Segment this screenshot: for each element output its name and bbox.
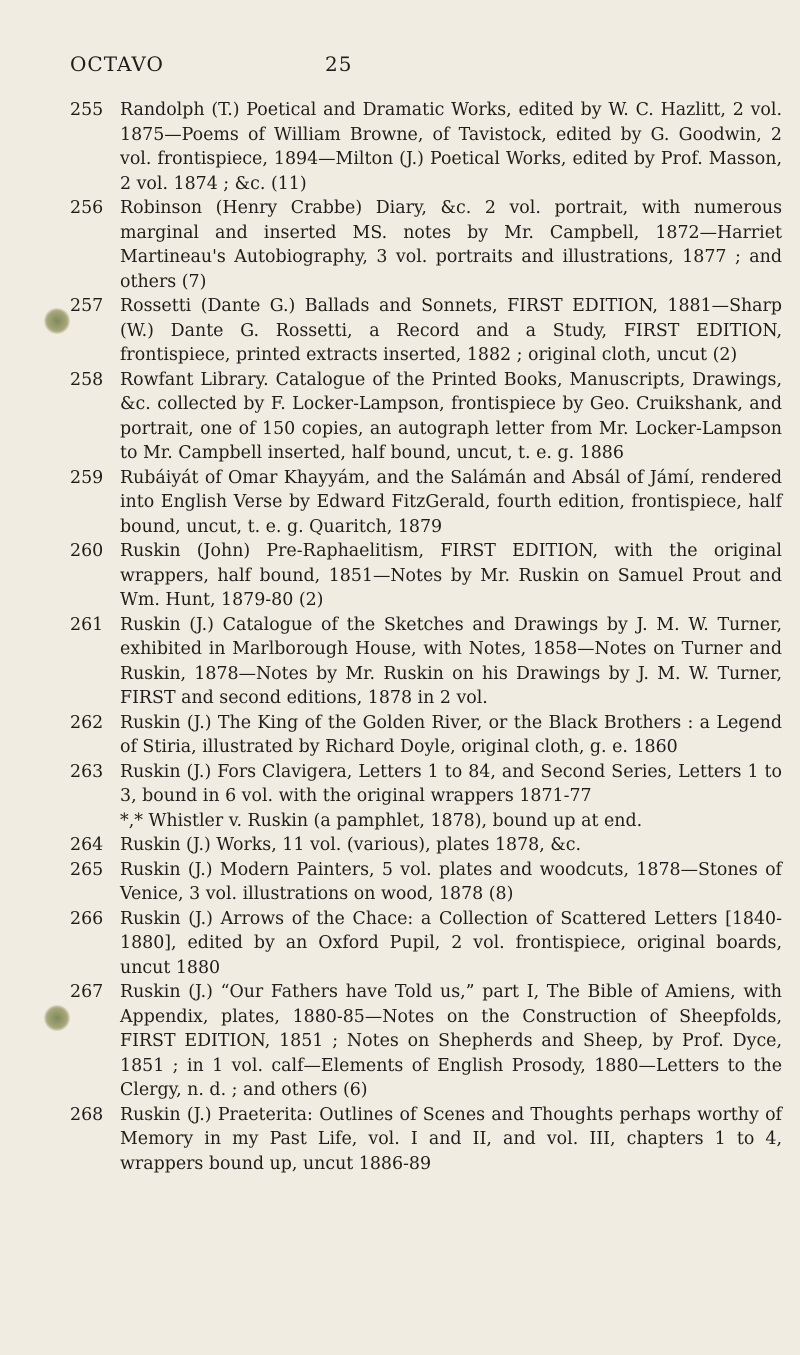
lot-number: 257 — [70, 296, 104, 316]
lot-number: 261 — [70, 614, 104, 635]
catalogue-entry — [70, 760, 782, 809]
entry-text: *,* Whistler v. Ruskin (a pamphlet, 1878), bound up at end. — [120, 810, 643, 831]
catalogue-entry — [70, 466, 782, 540]
catalogue-entry — [70, 980, 782, 1103]
page-number: 25 — [325, 52, 353, 76]
lot-number: 255 — [70, 100, 104, 120]
entry-text: Ruskin (J.) Praeterita: Outlines of Scenes and Thoughts perhaps worthy of Memory in my Past Life, vol. I and II, and vol. III, chapters 1 to 4, wrappers bound up, uncut 1886-89 — [120, 1104, 782, 1174]
entry-text: Ruskin (J.) Arrows of the Chace: a Collection of Scattered Letters [1840-1880], edited by an Oxford Pupil, 2 vol. frontispiece, original boards, uncut 1880 — [120, 908, 782, 978]
entry-text: Randolph (T.) Poetical and Dramatic Works, edited by W. C. Hazlitt, 2 vol. 1875—Poems of William Browne, of Tavistock, edited by G. Goodwin, 2 vol. frontispiece, 1894—Milton (J.) Poetical Works, edited by Prof. Masson, 2 vol. 1874 ; &c. (11) — [120, 100, 782, 194]
catalogue-entry — [70, 98, 782, 196]
catalogue-entry — [70, 294, 782, 368]
entry-list — [70, 98, 782, 1176]
entry-note — [70, 809, 782, 834]
lot-number: 267 — [70, 982, 104, 1002]
foxing-spot-icon — [44, 308, 70, 334]
catalogue-entry — [70, 368, 782, 466]
lot-number: 258 — [70, 369, 104, 390]
entry-text: Rossetti (Dante G.) Ballads and Sonnets, FIRST EDITION, 1881—Sharp (W.) Dante G. Rossetti, a Record and a Study, FIRST EDITION, frontispiece, printed extracts inserted, 1882 ; original cloth, uncut (2) — [120, 296, 782, 365]
entry-text: Ruskin (J.) Catalogue of the Sketches and Drawings by J. M. W. Turner, exhibited in Marlborough House, with Notes, 1858—Notes on Turner and Ruskin, 1878—Notes by Mr. Ruskin on his Drawings by J. M. W. Turner, FIRST and second editions, 1878 in 2 vol. — [120, 614, 782, 708]
entry-text: Ruskin (J.) Fors Clavigera, Letters 1 to 84, and Second Series, Letters 1 to 3, bound in 6 vol. with the original wrappers 1871-77 — [120, 761, 782, 806]
entry-text: Ruskin (J.) “Our Fathers have Told us,” part I, The Bible of Amiens, with Appendix, plates, 1880-85—Notes on the Construction of Sheepfolds, FIRST EDITION, 1851 ; Notes on Shepherds and Sheep, by Prof. Dyce, 1851 ; in 1 vol. calf—Elements of English Prosody, 1880—Letters to the Clergy, n. d. ; and others (6) — [120, 982, 782, 1100]
lot-number: 259 — [70, 467, 104, 488]
catalogue-entry — [70, 196, 782, 294]
entry-text: Ruskin (John) Pre-Raphaelitism, FIRST EDITION, with the original wrappers, half bound, 1851—Notes by Mr. Ruskin on Samuel Prout and Wm. Hunt, 1879-80 (2) — [120, 541, 782, 610]
lot-number: 268 — [70, 1104, 104, 1125]
lot-number: 262 — [70, 712, 104, 733]
catalogue-entry — [70, 907, 782, 981]
entry-text: Rubáiyát of Omar Khayyám, and the Salámán and Absál of Jámí, rendered into English Verse by Edward FitzGerald, fourth edition, frontispiece, half bound, uncut, t. e. g. Quaritch, 1879 — [120, 467, 782, 537]
entry-text: Robinson (Henry Crabbe) Diary, &c. 2 vol. portrait, with numerous marginal and inserted MS. notes by Mr. Campbell, 1872—Harriet Martineau's Autobiography, 3 vol. portraits and illustrations, 1877 ; and others (7) — [120, 198, 782, 292]
entry-text: Rowfant Library. Catalogue of the Printed Books, Manuscripts, Drawings, &c. collected by F. Locker-Lampson, frontispiece by Geo. Cruikshank, and portrait, one of 150 copies, an autograph letter from Mr. Locker-Lampson to Mr. Campbell inserted, half bound, uncut, t. e. g. 1886 — [120, 369, 782, 463]
entry-text: Ruskin (J.) Works, 11 vol. (various), plates 1878, &c. — [120, 835, 582, 855]
catalogue-entry — [70, 858, 782, 907]
lot-number: 266 — [70, 908, 104, 929]
catalogue-entry — [70, 539, 782, 613]
catalogue-entry — [70, 711, 782, 760]
lot-number: 264 — [70, 835, 104, 855]
page-header — [70, 52, 780, 82]
catalogue-entry — [70, 613, 782, 711]
catalogue-entry — [70, 1103, 782, 1177]
entry-text: Ruskin (J.) The King of the Golden River, or the Black Brothers : a Legend of Stiria, illustrated by Richard Doyle, original cloth, g. e. 1860 — [120, 712, 782, 757]
catalogue-entry — [70, 833, 782, 858]
lot-number: 256 — [70, 198, 104, 218]
lot-number: 260 — [70, 541, 104, 561]
foxing-spot-icon — [44, 1005, 70, 1031]
lot-number: 263 — [70, 761, 104, 782]
lot-number: 265 — [70, 859, 104, 880]
section-heading: OCTAVO — [70, 52, 164, 76]
entry-text: Ruskin (J.) Modern Painters, 5 vol. plates and woodcuts, 1878—Stones of Venice, 3 vol. illustrations on wood, 1878 (8) — [120, 859, 782, 904]
